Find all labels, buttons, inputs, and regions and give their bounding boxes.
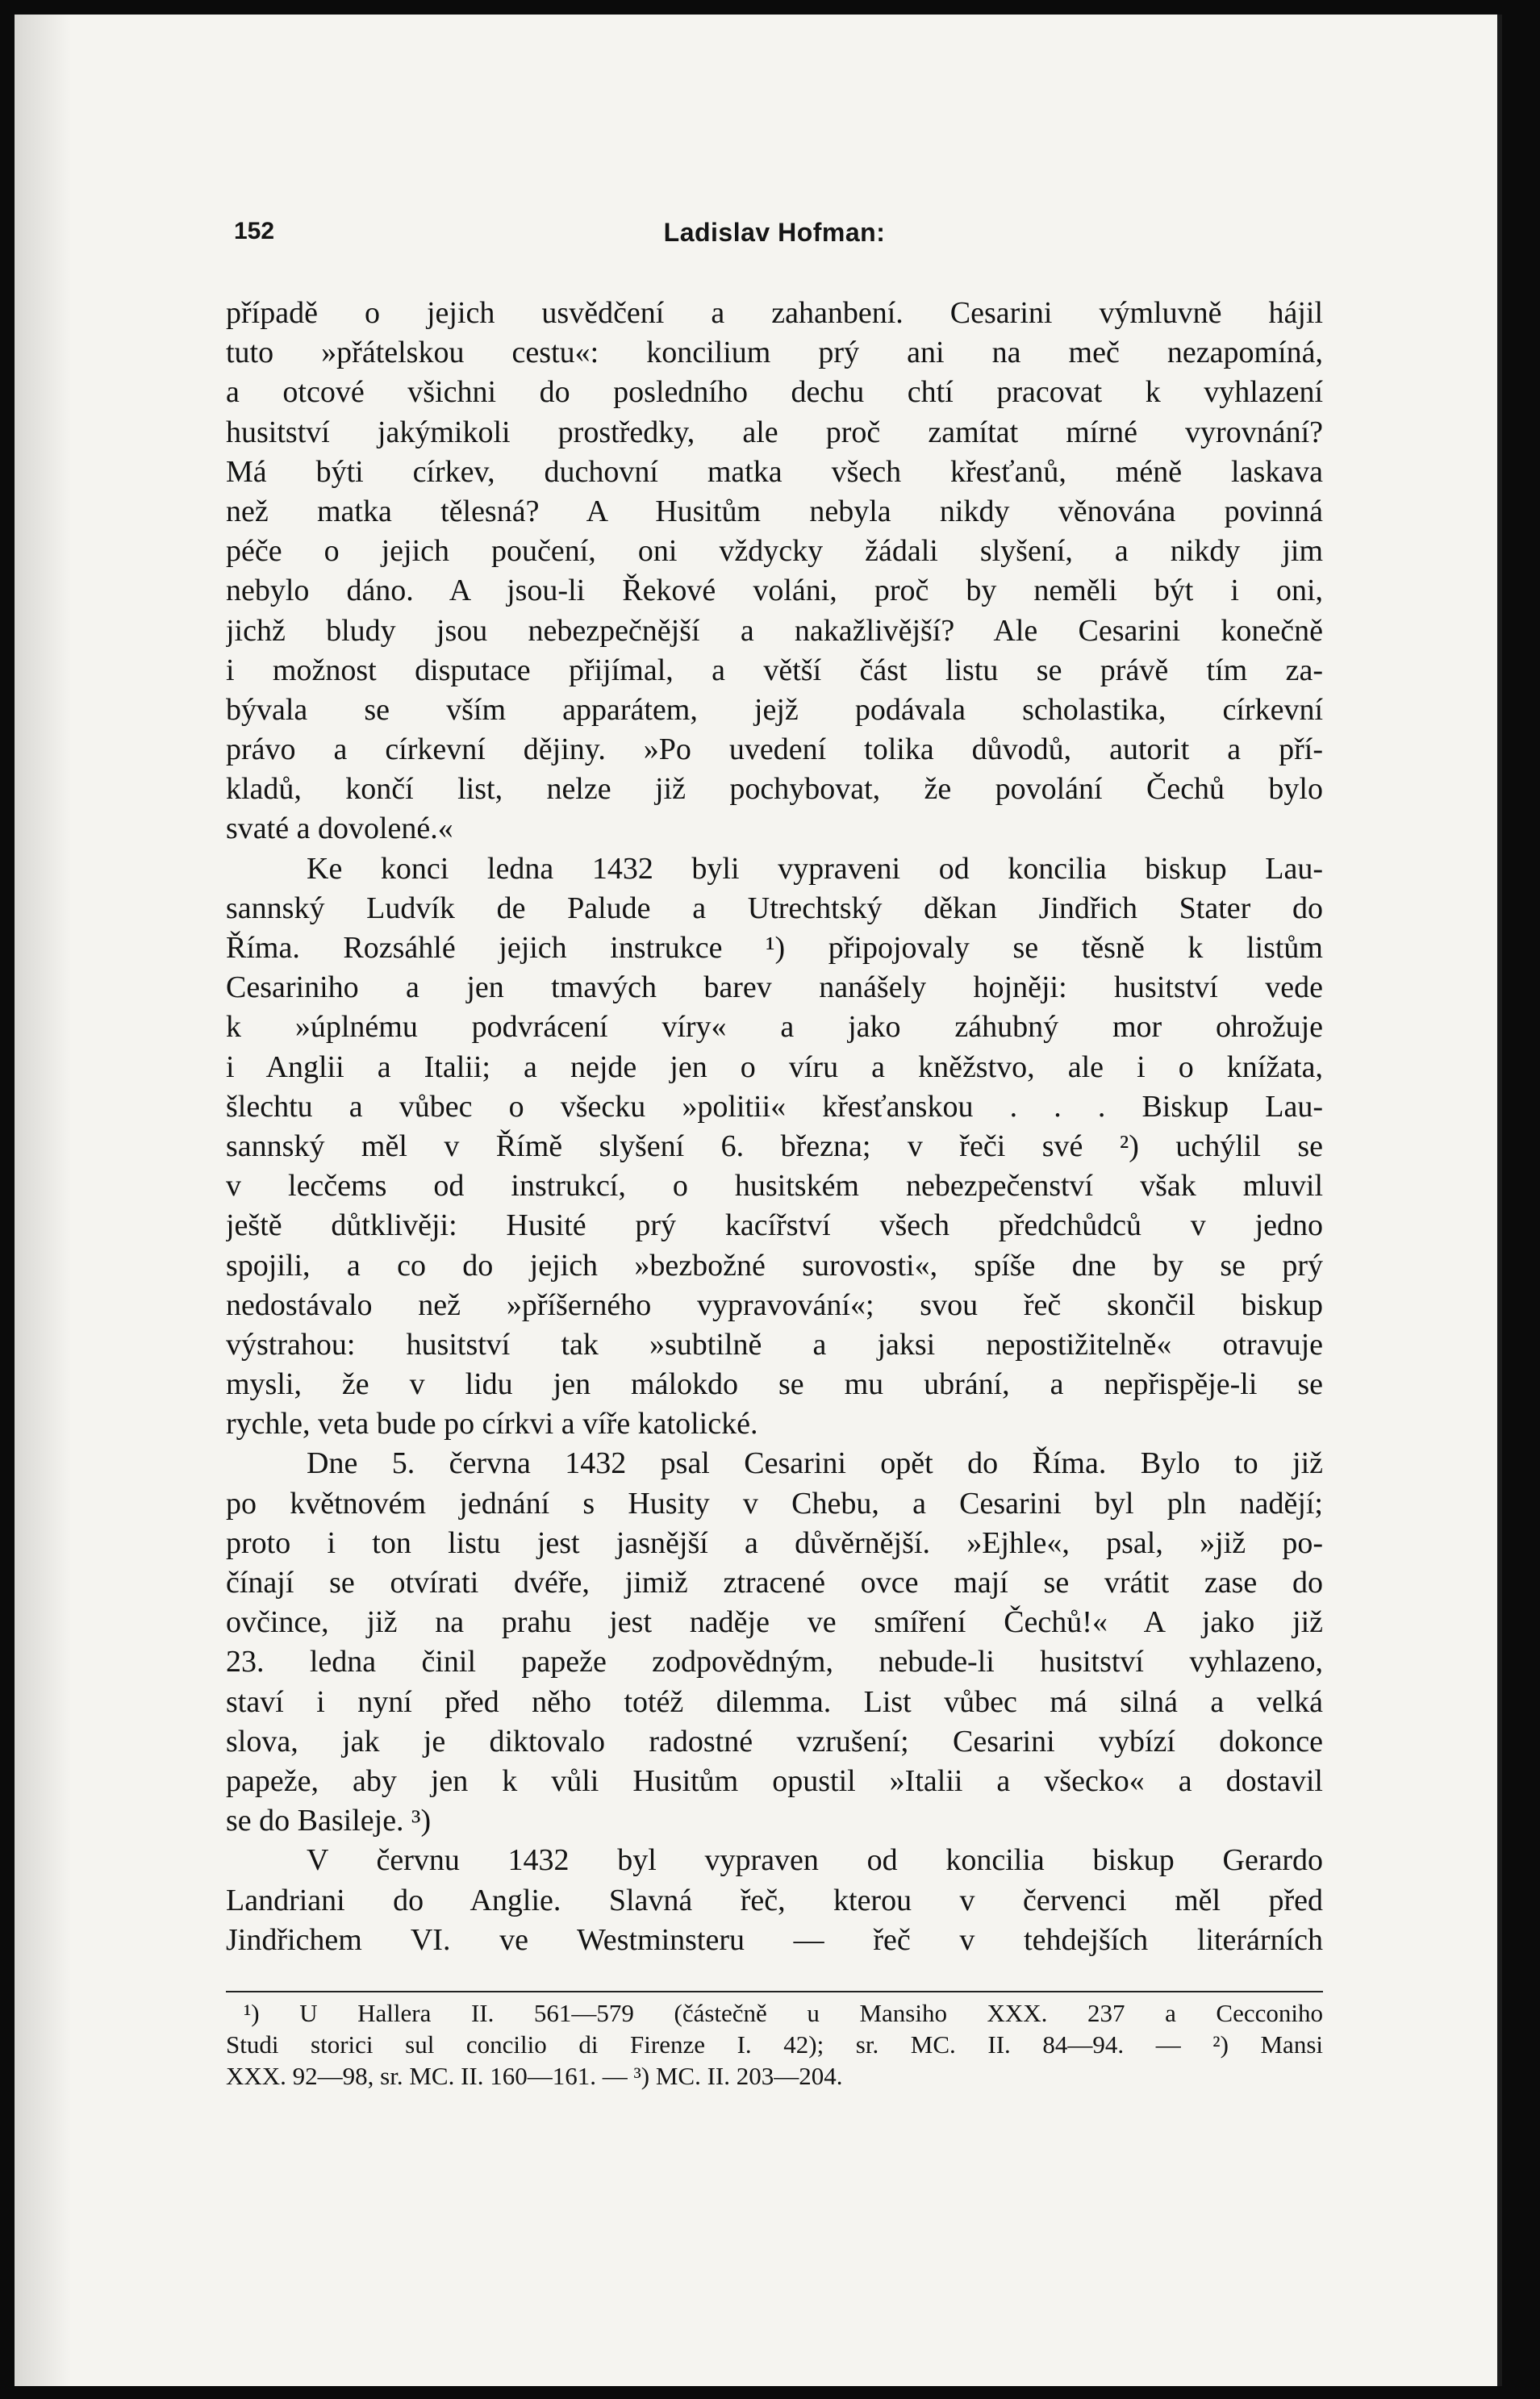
text-line: jichž bludy jsou nebezpečnější a nakažlivější? Ale Cesarini konečně <box>226 613 1323 648</box>
text-line: šlechtu a vůbec o všecku »politii« křesťanskou . . . Biskup Lau- <box>226 1089 1323 1124</box>
footnote-line: ¹) U Hallera II. 561—579 (částečně u Mansiho XXX. 237 a Cecconiho <box>244 1999 1323 2027</box>
text-line: se do Basileje. ³) <box>226 1804 432 1838</box>
footnote-line: XXX. 92—98, sr. MC. II. 160—161. — ³) MC. II. 203—204. <box>226 2062 843 2090</box>
text-line: papeže, aby jen k vůli Husitům opustil »Italii a všecko« a dostavil <box>226 1763 1323 1798</box>
text-line: proto i ton listu jest jasnější a důvěrnější. »Ejhle«, psal, »již po- <box>226 1525 1323 1560</box>
text-line: sannský Ludvík de Palude a Utrechtský děkan Jindřich Stater do <box>226 891 1323 925</box>
text-line: Jindřichem VI. ve Westminsteru — řeč v tehdejších literárních <box>226 1922 1323 1957</box>
text-line: svaté a dovolené.« <box>226 811 453 846</box>
text-line: k »úplnému podvrácení víry« a jako záhubný mor ohrožuje <box>226 1010 1323 1045</box>
text-line: staví i nyní před něho totéž dilemma. List vůbec má silná a velká <box>226 1684 1323 1719</box>
text-line: sannský měl v Římě slyšení 6. března; v řeči své ²) uchýlil se <box>226 1129 1323 1163</box>
text-line: nebylo dáno. A jsou-li Řekové voláni, proč by neměli být i oni, <box>226 574 1323 608</box>
text-line: tuto »přátelskou cestu«: koncilium prý ani na meč nezapomíná, <box>226 336 1323 370</box>
body-text <box>226 294 1323 1960</box>
text-line: nedostávalo než »příšerného vypravování«; svou řeč skončil biskup <box>226 1287 1323 1322</box>
text-line: 23. ledna činil papeže zodpovědným, nebude-li husitství vyhlazeno, <box>226 1645 1323 1679</box>
text-line: Landriani do Anglie. Slavná řeč, kterou v červenci měl před <box>226 1883 1323 1917</box>
text-line: právo a církevní dějiny. »Po uvedení tolika důvodů, autorit a pří- <box>226 732 1323 767</box>
text-line: i možnost disputace přijímal, a větší část listu se právě tím za- <box>226 653 1323 687</box>
paragraph-start: Dne 5. června 1432 psal Cesarini opět do Říma. Bylo to již <box>307 1446 1323 1481</box>
scan-shadow <box>15 15 71 2386</box>
text-line: výstrahou: husitství tak »subtilně a jaksi nepostižitelně« otravuje <box>226 1327 1323 1362</box>
running-title: Ladislav Hofman: <box>663 218 886 247</box>
text-line: Cesariniho a jen tmavých barev nanášely hojněji: husitství vede <box>226 970 1323 1005</box>
text-line: husitství jakýmikoli prostředky, ale proč zamítat mírné vyrovnání? <box>226 415 1323 449</box>
text-line: čínají se otvírati dvéře, jimiž ztracené ovce mají se vrátit zase do <box>226 1566 1323 1600</box>
book-page <box>15 15 1502 2386</box>
text-line: než matka tělesná? A Husitům nebyla nikdy věnována povinná <box>226 494 1323 528</box>
paragraph-start: V červnu 1432 byl vypraven od koncilia biskup Gerardo <box>307 1843 1323 1878</box>
text-line: Má býti církev, duchovní matka všech křesťanů, méně laskava <box>226 454 1323 489</box>
text-line: po květnovém jednání s Husity v Chebu, a Cesarini byl pln nadějí; <box>226 1486 1323 1521</box>
text-line: v lecčems od instrukcí, o husitském nebezpečenství však mluvil <box>226 1169 1323 1204</box>
text-line: ovčince, již na prahu jest naděje ve smíření Čechů!« A jako již <box>226 1605 1323 1640</box>
text-line: ještě důtklivěji: Husité prý kacířství všech předchůdců v jedno <box>226 1208 1323 1243</box>
text-line: případě o jejich usvědčení a zahanbení. Cesarini výmluvně hájil <box>226 296 1323 330</box>
text-line: kladů, končí list, nelze již pochybovat, že povolání Čechů bylo <box>226 772 1323 807</box>
page-number: 152 <box>234 218 275 244</box>
text-line: spojili, a co do jejich »bezbožné surovosti«, spíše dne by se prý <box>226 1248 1323 1283</box>
running-header <box>234 218 1315 258</box>
text-line: i Anglii a Italii; a nejde jen o víru a kněžstvo, ale i o knížata, <box>226 1049 1323 1084</box>
footnotes <box>226 1991 1323 2092</box>
text-line: Říma. Rozsáhlé jejich instrukce ¹) připojovaly se těsně k listům <box>226 931 1323 965</box>
text-line: mysli, že v lidu jen málokdo se mu ubrání, a nepřispěje-li se <box>226 1367 1323 1402</box>
text-line: a otcové všichni do posledního dechu chtí pracovat k vyhlazení <box>226 375 1323 410</box>
footnote-line: Studi storici sul concilio di Firenze I. 42); sr. MC. II. 84—94. — ²) Mansi <box>226 2030 1323 2059</box>
text-line: péče o jejich poučení, oni vždycky žádali slyšení, a nikdy jim <box>226 534 1323 569</box>
text-line: bývala se vším apparátem, jejž podávala scholastika, církevní <box>226 692 1323 727</box>
text-line: rychle, veta bude po církvi a víře katolické. <box>226 1407 758 1441</box>
text-line: slova, jak je diktovalo radostné vzrušení; Cesarini vybízí dokonce <box>226 1724 1323 1759</box>
paragraph-start: Ke konci ledna 1432 byli vypraveni od koncilia biskup Lau- <box>307 851 1323 886</box>
